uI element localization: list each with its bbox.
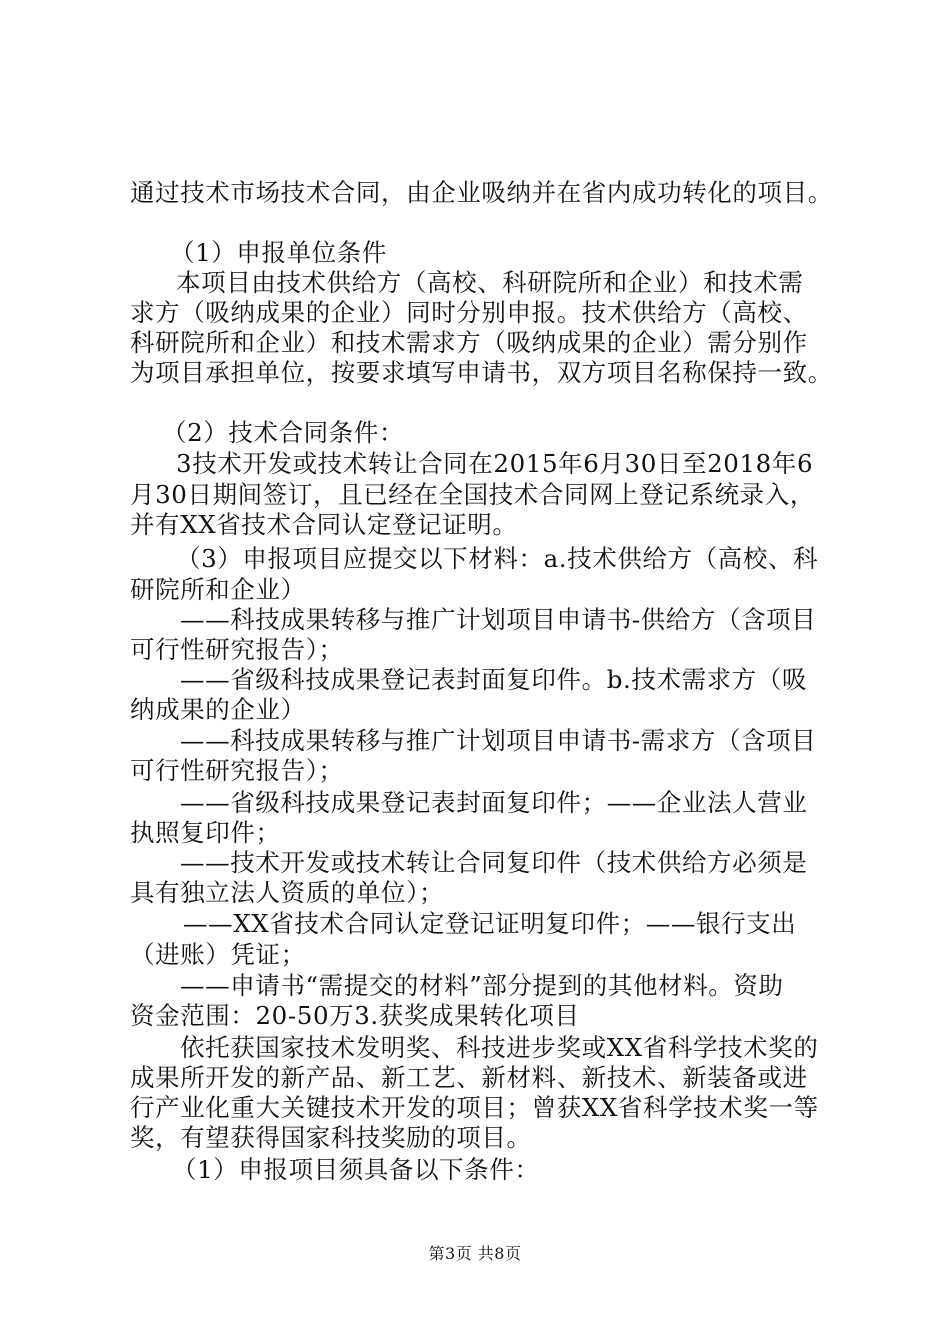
- paragraph-line: 月30日期间签订，且已经在全国技术合同网上登记系统录入，: [130, 480, 815, 509]
- list-item: ——技术开发或技术转让合同复印件（技术供给方必须是: [180, 848, 808, 877]
- page-number: 第3页 共8页: [428, 1244, 522, 1263]
- list-item: ——科技成果转移与推广计划项目申请书-需求方（含项目: [180, 726, 817, 755]
- paragraph-line: 3技术开发或技术转让合同在2015年6月30日至2018年6: [176, 449, 814, 478]
- list-item: ——XX省技术合同认定登记证明复印件；——银行支出: [183, 909, 797, 938]
- paragraph-line: 可行性研究报告）；: [130, 756, 344, 785]
- paragraph-line: （进账）凭证；: [130, 940, 306, 969]
- paragraph-line: 资金范围：20-50万3.获奖成果转化项目: [130, 1001, 580, 1030]
- paragraph-line: 奖，有望获得国家科技奖励的项目。: [130, 1123, 532, 1152]
- paragraph-line: 并有XX省技术合同认定登记证明。: [130, 510, 518, 539]
- paragraph-line: 通过技术市场技术合同，由企业吸纳并在省内成功转化的项目。: [130, 178, 833, 207]
- paragraph-line: 本项目由技术供给方（高校、科研院所和企业）和技术需: [176, 268, 804, 297]
- section-heading: （2）技术合同条件：: [162, 418, 405, 447]
- paragraph-line: 科研院所和企业）和技术需求方（吸纳成果的企业）需分别作: [130, 328, 808, 357]
- list-item: ——省级科技成果登记表封面复印件。b.技术需求方（吸: [180, 665, 808, 694]
- section-heading: （1）申报项目须具备以下条件：: [172, 1155, 540, 1184]
- list-item: ——科技成果转移与推广计划项目申请书-供给方（含项目: [180, 605, 817, 634]
- section-heading: （1）申报单位条件: [170, 238, 387, 267]
- list-item: ——省级科技成果登记表封面复印件；——企业法人营业: [180, 788, 808, 817]
- paragraph-line: 纳成果的企业）: [130, 695, 306, 724]
- list-item: ——申请书“需提交的材料”部分提到的其他材料。资助: [180, 971, 784, 1000]
- paragraph-line: 行产业化重大关键技术开发的项目；曾获XX省科学技术奖一等: [130, 1093, 819, 1122]
- paragraph-line: 依托获国家技术发明奖、科技进步奖或XX省科学技术奖的: [180, 1033, 819, 1062]
- paragraph-line: 求方（吸纳成果的企业）同时分别申报。技术供给方（高校、: [130, 298, 808, 327]
- paragraph-line: 可行性研究报告）；: [130, 635, 344, 664]
- paragraph-line: 具有独立法人资质的单位）；: [130, 878, 445, 907]
- paragraph-line: 为项目承担单位，按要求填写申请书，双方项目名称保持一致。: [130, 358, 833, 387]
- paragraph-line: 研院所和企业）: [130, 575, 306, 604]
- section-heading: （3）申报项目应提交以下材料：a.技术供给方（高校、科: [176, 544, 819, 573]
- paragraph-line: 执照复印件；: [130, 818, 281, 847]
- paragraph-line: 成果所开发的新产品、新工艺、新材料、新技术、新装备或进: [130, 1063, 808, 1092]
